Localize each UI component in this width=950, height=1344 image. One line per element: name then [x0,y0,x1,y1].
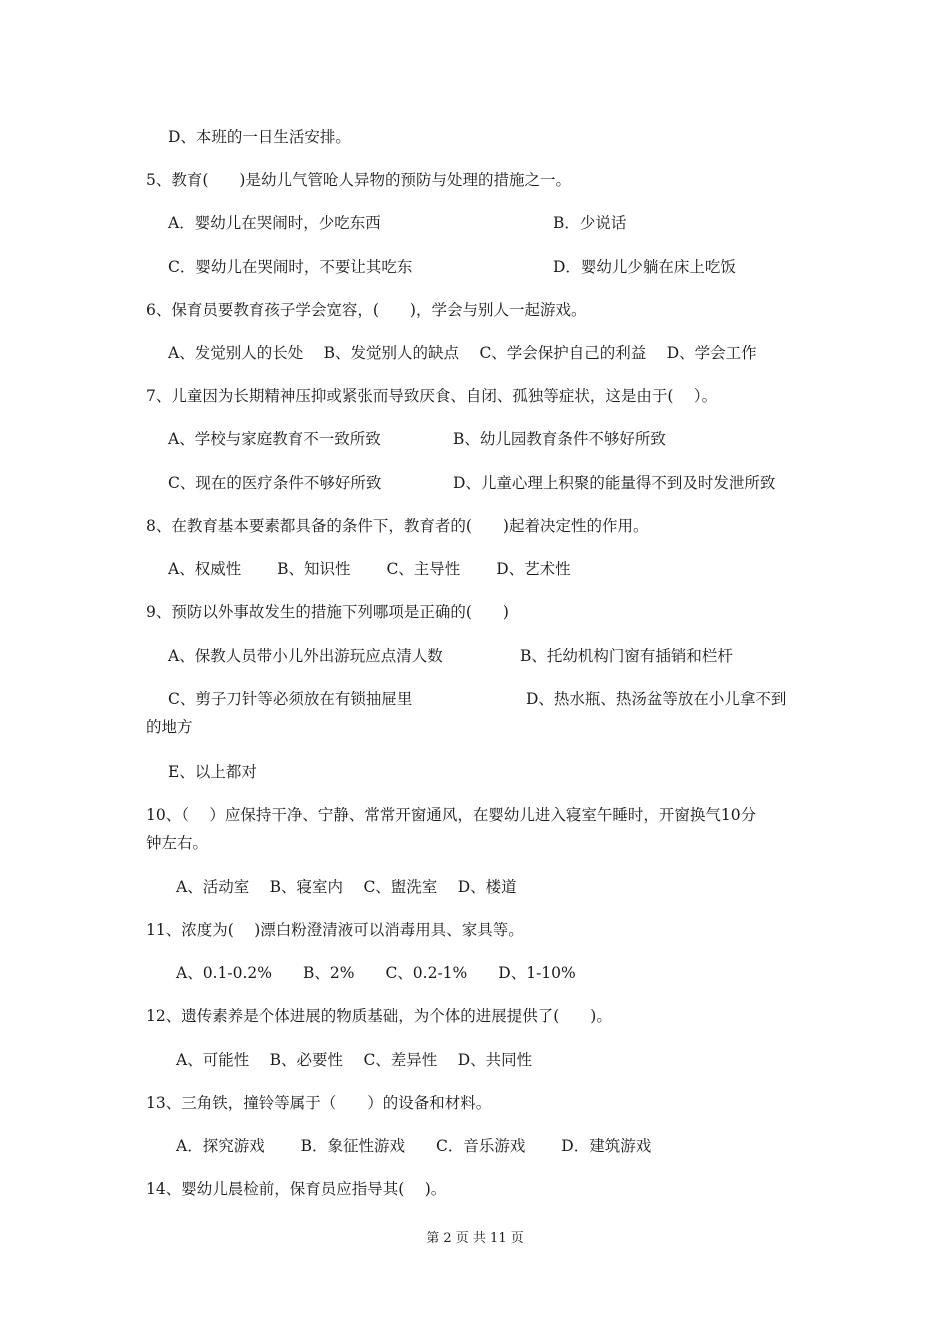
q8-stem: 8、在教育基本要素都具备的条件下，教育者的( )起着决定性的作用。 [146,517,649,535]
q6-stem: 6、保育员要教育孩子学会宽容，( )，学会与别人一起游戏。 [146,301,587,319]
q14-stem: 14、婴幼儿晨检前，保育员应指导其( )。 [146,1180,447,1198]
q9-option-a: A、保教人员带小儿外出游玩应点清人数 [168,647,443,665]
q13-options: A．探究游戏 B．象征性游戏 C．音乐游戏 D．建筑游戏 [176,1137,652,1155]
q5-stem: 5、教育( )是幼儿气管呛人异物的预防与处理的措施之一。 [146,171,571,189]
q11-options: A、0.1-0.2% B、2% C、0.2-1% D、1-10% [176,964,576,982]
q7-stem: 7、儿童因为长期精神压抑或紧张而导致厌食、自闭、孤独等症状，这是由于( ）。 [146,387,718,405]
q7-option-a: A、学校与家庭教育不一致所致 [168,430,381,448]
q5-option-a: A．婴幼儿在哭闹时，少吃东西 [168,214,381,232]
q5-option-c: C．婴幼儿在哭闹时，不要让其吃东 [168,258,413,276]
q5-option-b: B．少说话 [553,214,627,232]
q12-options: A、可能性 B、必要性 C、差异性 D、共同性 [176,1051,533,1069]
q9-stem: 9、预防以外事故发生的措施下列哪项是正确的( ) [146,603,509,621]
q8-options: A、权威性 B、知识性 C、主导性 D、艺术性 [168,560,571,578]
q9-option-d-continued: 的地方 [146,718,193,736]
q9-option-e: E、以上都对 [168,763,257,781]
q4-option-d: D、本班的一日生活安排。 [168,128,351,146]
q10-stem: 10、（ ）应保持干净、宁静、常常开窗通风，在婴幼儿进入寝室午睡时，开窗换气10分 [146,806,757,824]
q9-option-b: B、托幼机构门窗有插销和栏杆 [520,647,733,665]
q11-stem: 11、浓度为( )漂白粉澄清液可以消毒用具、家具等。 [146,921,524,939]
q7-option-d: D、儿童心理上积聚的能量得不到及时发泄所致 [453,474,776,492]
q12-stem: 12、遗传素养是个体进展的物质基础，为个体的进展提供了( )。 [146,1007,612,1025]
q10-options: A、活动室 B、寝室内 C、盥洗室 D、楼道 [176,878,517,896]
q7-option-b: B、幼儿园教育条件不够好所致 [453,430,666,448]
page-number-footer: 第 2 页 共 11 页 [426,1231,524,1246]
q5-option-d: D．婴幼儿少躺在床上吃饭 [553,258,736,276]
q13-stem: 13、三角铁，撞铃等属于（ ）的设备和材料。 [146,1094,492,1112]
q7-option-c: C、现在的医疗条件不够好所致 [168,474,382,492]
q6-options: A、发觉别人的长处 B、发觉别人的缺点 C、学会保护自己的利益 D、学会工作 [168,344,757,362]
q10-stem-continued: 钟左右。 [146,834,209,852]
q9-option-c: C、剪子刀针等必须放在有锁抽屉里 [168,690,413,708]
q9-option-d: D、热水瓶、热汤盆等放在小儿拿不到 [526,690,787,708]
